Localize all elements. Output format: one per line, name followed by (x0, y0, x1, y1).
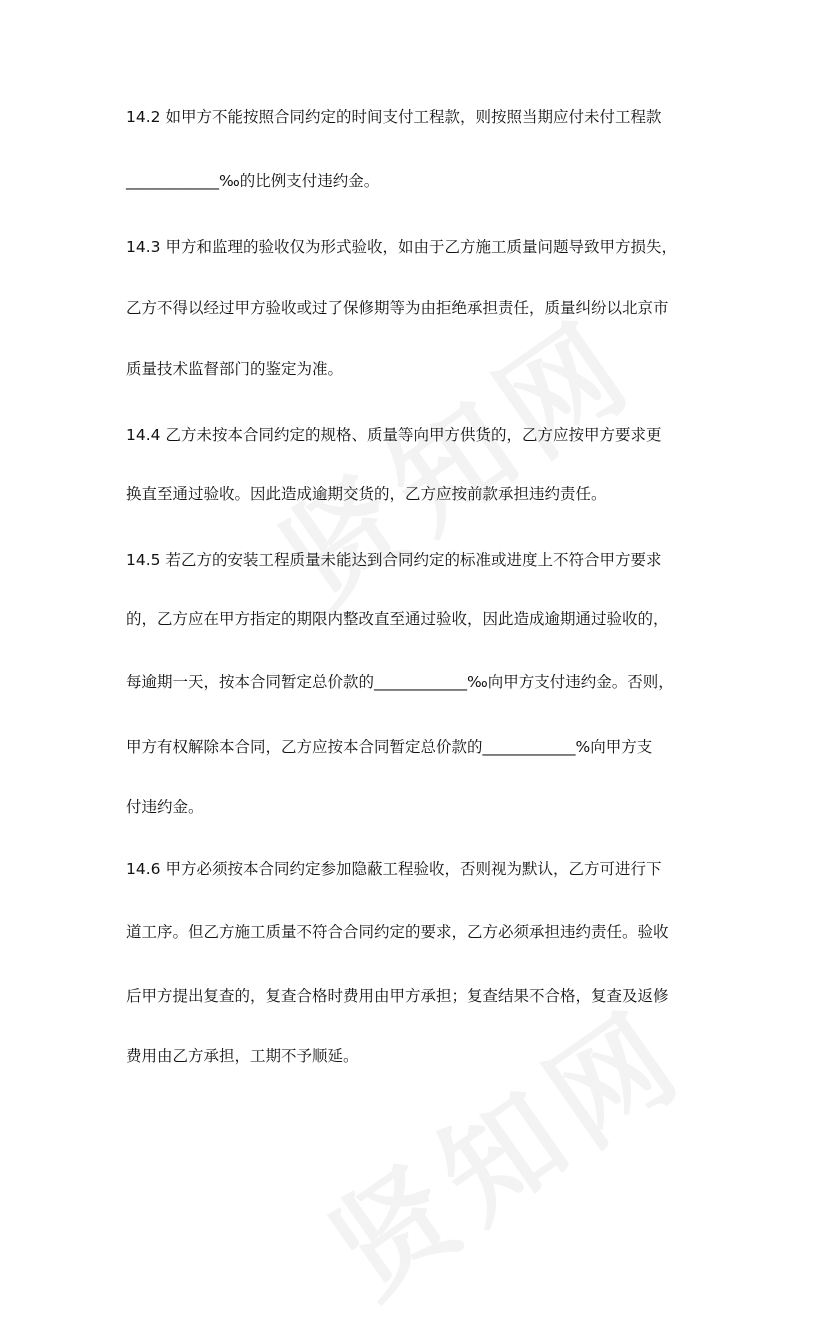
clause-14-5-line-2: 的，乙方应在甲方指定的期限内整改直至通过验收，因此造成逾期通过验收的， (126, 610, 669, 628)
clause-14-3-line-3: 质量技术监督部门的鉴定为准。 (126, 360, 344, 378)
clause-14-4-line-2: 换直至通过验收。因此造成逾期交货的，乙方应按前款承担违约责任。 (126, 485, 607, 503)
clause-14-5-line-3: 每逾期一天，按本合同暂定总价款的____________‰向甲方支付违约金。否则， (126, 673, 674, 691)
clause-14-5-line-1: 14.5 若乙方的安装工程质量未能达到合同约定的标准或进度上不符合甲方要求 (126, 551, 662, 569)
clause-14-2-line-1: 14.2 如甲方不能按照合同约定的时间支付工程款，则按照当期应付未付工程款 (126, 108, 662, 126)
clause-14-3-line-2: 乙方不得以经过甲方验收或过了保修期等为由拒绝承担责任，质量纠纷以北京市 (126, 299, 669, 317)
clause-14-6-line-3: 后甲方提出复查的，复查合格时费用由甲方承担；复查结果不合格，复查及返修 (126, 987, 669, 1005)
clause-14-6-line-4: 费用由乙方承担，工期不予顺延。 (126, 1047, 359, 1065)
clause-14-4-line-1: 14.4 乙方未按本合同约定的规格、质量等向甲方供货的，乙方应按甲方要求更 (126, 426, 662, 444)
clause-14-6-line-2: 道工序。但乙方施工质量不符合合同约定的要求，乙方必须承担违约责任。验收 (126, 923, 669, 941)
clause-14-2-line-2: ____________‰的比例支付违约金。 (126, 172, 380, 190)
clause-14-5-line-4: 甲方有权解除本合同，乙方应按本合同暂定总价款的____________%向甲方支 (126, 738, 653, 756)
clause-14-3-line-1: 14.3 甲方和监理的验收仅为形式验收，如由于乙方施工质量问题导致甲方损失， (126, 238, 677, 256)
clause-14-5-line-5: 付违约金。 (126, 798, 204, 816)
clause-14-6-line-1: 14.6 甲方必须按本合同约定参加隐蔽工程验收，否则视为默认，乙方可进行下 (126, 860, 662, 878)
